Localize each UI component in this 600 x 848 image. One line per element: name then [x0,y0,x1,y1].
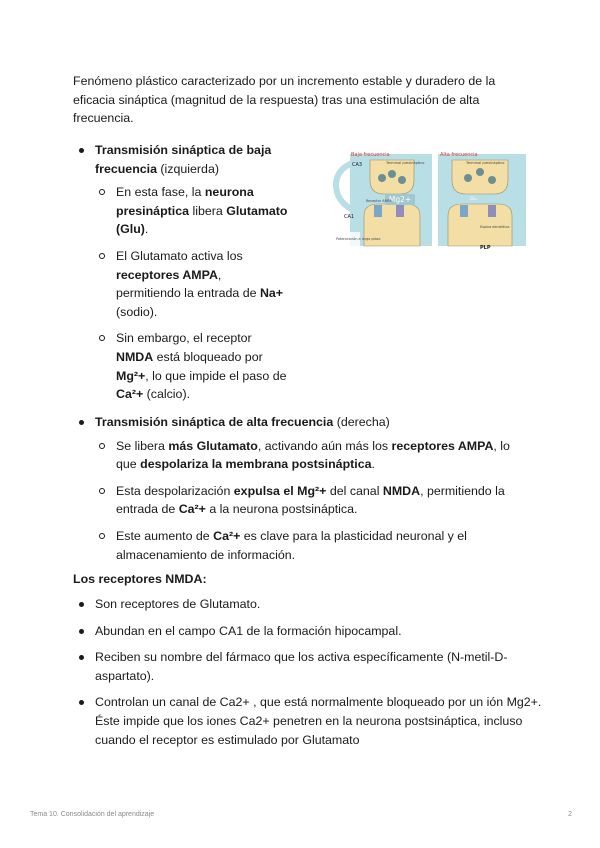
bold-text: más Glutamato [168,438,258,453]
mg-label: Mg2+ [388,195,412,204]
text: Se libera [116,438,169,453]
nmda-list [73,595,543,757]
vesicle [398,176,406,184]
bold-text: NMDA [382,483,421,498]
low-frequency-item [73,141,288,404]
text: Sin embargo, el receptor [116,331,252,346]
text: , permitiendo la entrada de [116,267,260,301]
list-item [95,247,288,321]
list-item [95,482,533,519]
text: , activando aún más los [257,438,392,453]
list-item [95,183,288,239]
list-item: Son receptores de Glutamato. [73,595,543,614]
low-frequency-title: Transmisión sináptica de baja frecuencia [95,143,272,176]
text: del canal [326,483,383,498]
nmda-heading: Los receptores NMDA: [73,572,207,586]
vesicle [488,176,496,184]
list-item: Controlan un canal de Ca2+ , que está normalmente bloqueado por un ión Mg2+. Éste impide que los iones Ca2+ penetren en la neurona postsináptica, incluso cuando el receptor es estimulado por Glutamato [73,693,543,749]
text: es clave para la plasticidad neuronal y el almacenamiento de información. [116,528,467,562]
list-item: Reciben su nombre del fármaco que los activa específicamente (N-metil-D-aspartato). [73,648,543,685]
caption-label: Potenciación a largo plazo [336,237,381,241]
low-frequency-sublist [95,183,288,404]
text: , lo que [116,438,510,472]
caption-box [334,232,360,252]
bold-text: despolariza la membrana postsináptica [140,457,372,472]
high-frequency-label: Alta frecuencia [440,152,478,158]
text: libera [189,203,227,218]
high-frequency-item [73,413,533,564]
text: Este aumento de [116,528,214,543]
low-frequency-list [73,141,288,412]
text: está bloqueado por [153,349,263,364]
list-item [95,329,288,403]
bold-text: receptores AMPA [116,267,218,282]
text: En esta fase, la [116,185,205,200]
nmda-receptor-right [488,205,496,217]
plp-label: PLP [480,245,491,251]
low-frequency-label: Baja frecuencia [351,152,390,158]
text: , lo que impide el paso de [145,368,287,383]
text: Esta despolarización [116,483,234,498]
terminal-left-label: Terminal presináptico [386,161,425,165]
ampa-receptor-left [374,205,382,217]
vesicle [476,168,484,176]
high-frequency-title: Transmisión sináptica de alta frecuencia [95,415,334,429]
ltp-diagram [330,150,530,256]
high-frequency-suffix: (derecha) [333,415,390,429]
list-item [95,527,533,564]
text: . [144,222,149,237]
list-item [95,437,533,474]
text: . [371,457,375,472]
nmda-receptor-left [396,205,404,217]
spine-label: Espina dendrítica [480,225,510,229]
footer-title: Tema 10. Consolidación del aprendizaje [30,811,155,818]
bold-text: neurona presináptica [116,185,254,218]
bold-text: receptores AMPA [391,438,494,453]
ca1-label: CA1 [344,214,355,220]
text: El Glutamato activa los [116,248,243,263]
bold-text: Na+ [259,286,284,301]
bold-text: Glutamato (Glu) [116,203,288,237]
vesicle [378,174,386,182]
page-number: 2 [568,811,572,818]
bold-text: Ca²+ [116,387,144,402]
bold-text: Ca²+ [178,502,206,517]
presynaptic-terminal-right [452,160,508,194]
text: (calcio). [143,387,191,402]
vesicle [464,174,472,182]
bold-text: NMDA [116,349,154,364]
vesicle [388,170,396,178]
list-item: Abundan en el campo CA1 de la formación hipocampal. [73,622,543,641]
high-frequency-list [73,413,533,572]
high-frequency-sublist [95,437,533,565]
bold-text: Mg²+ [116,368,146,383]
receptor-label: Receptor AMPA [366,199,392,203]
bold-text: expulsa el Mg²+ [233,483,327,498]
terminal-right-label: Terminal presináptico [466,161,505,165]
low-frequency-suffix: (izquierda) [156,161,219,176]
ca3-label: CA3 [352,162,363,168]
bold-text: Ca²+ [213,528,241,543]
ampa-receptor-right [460,205,468,217]
text: (sodio). [116,304,158,319]
text: , permitiendo la entrada de [116,483,505,517]
glu-label: Glu [470,196,477,201]
intro-paragraph: Fenómeno plástico caracterizado por un incremento estable y duradero de la eficacia sináptica (magnitud de la respuesta) tras una estimulación de alta frecuencia. [73,74,496,126]
text: a la neurona postsináptica. [205,502,358,517]
